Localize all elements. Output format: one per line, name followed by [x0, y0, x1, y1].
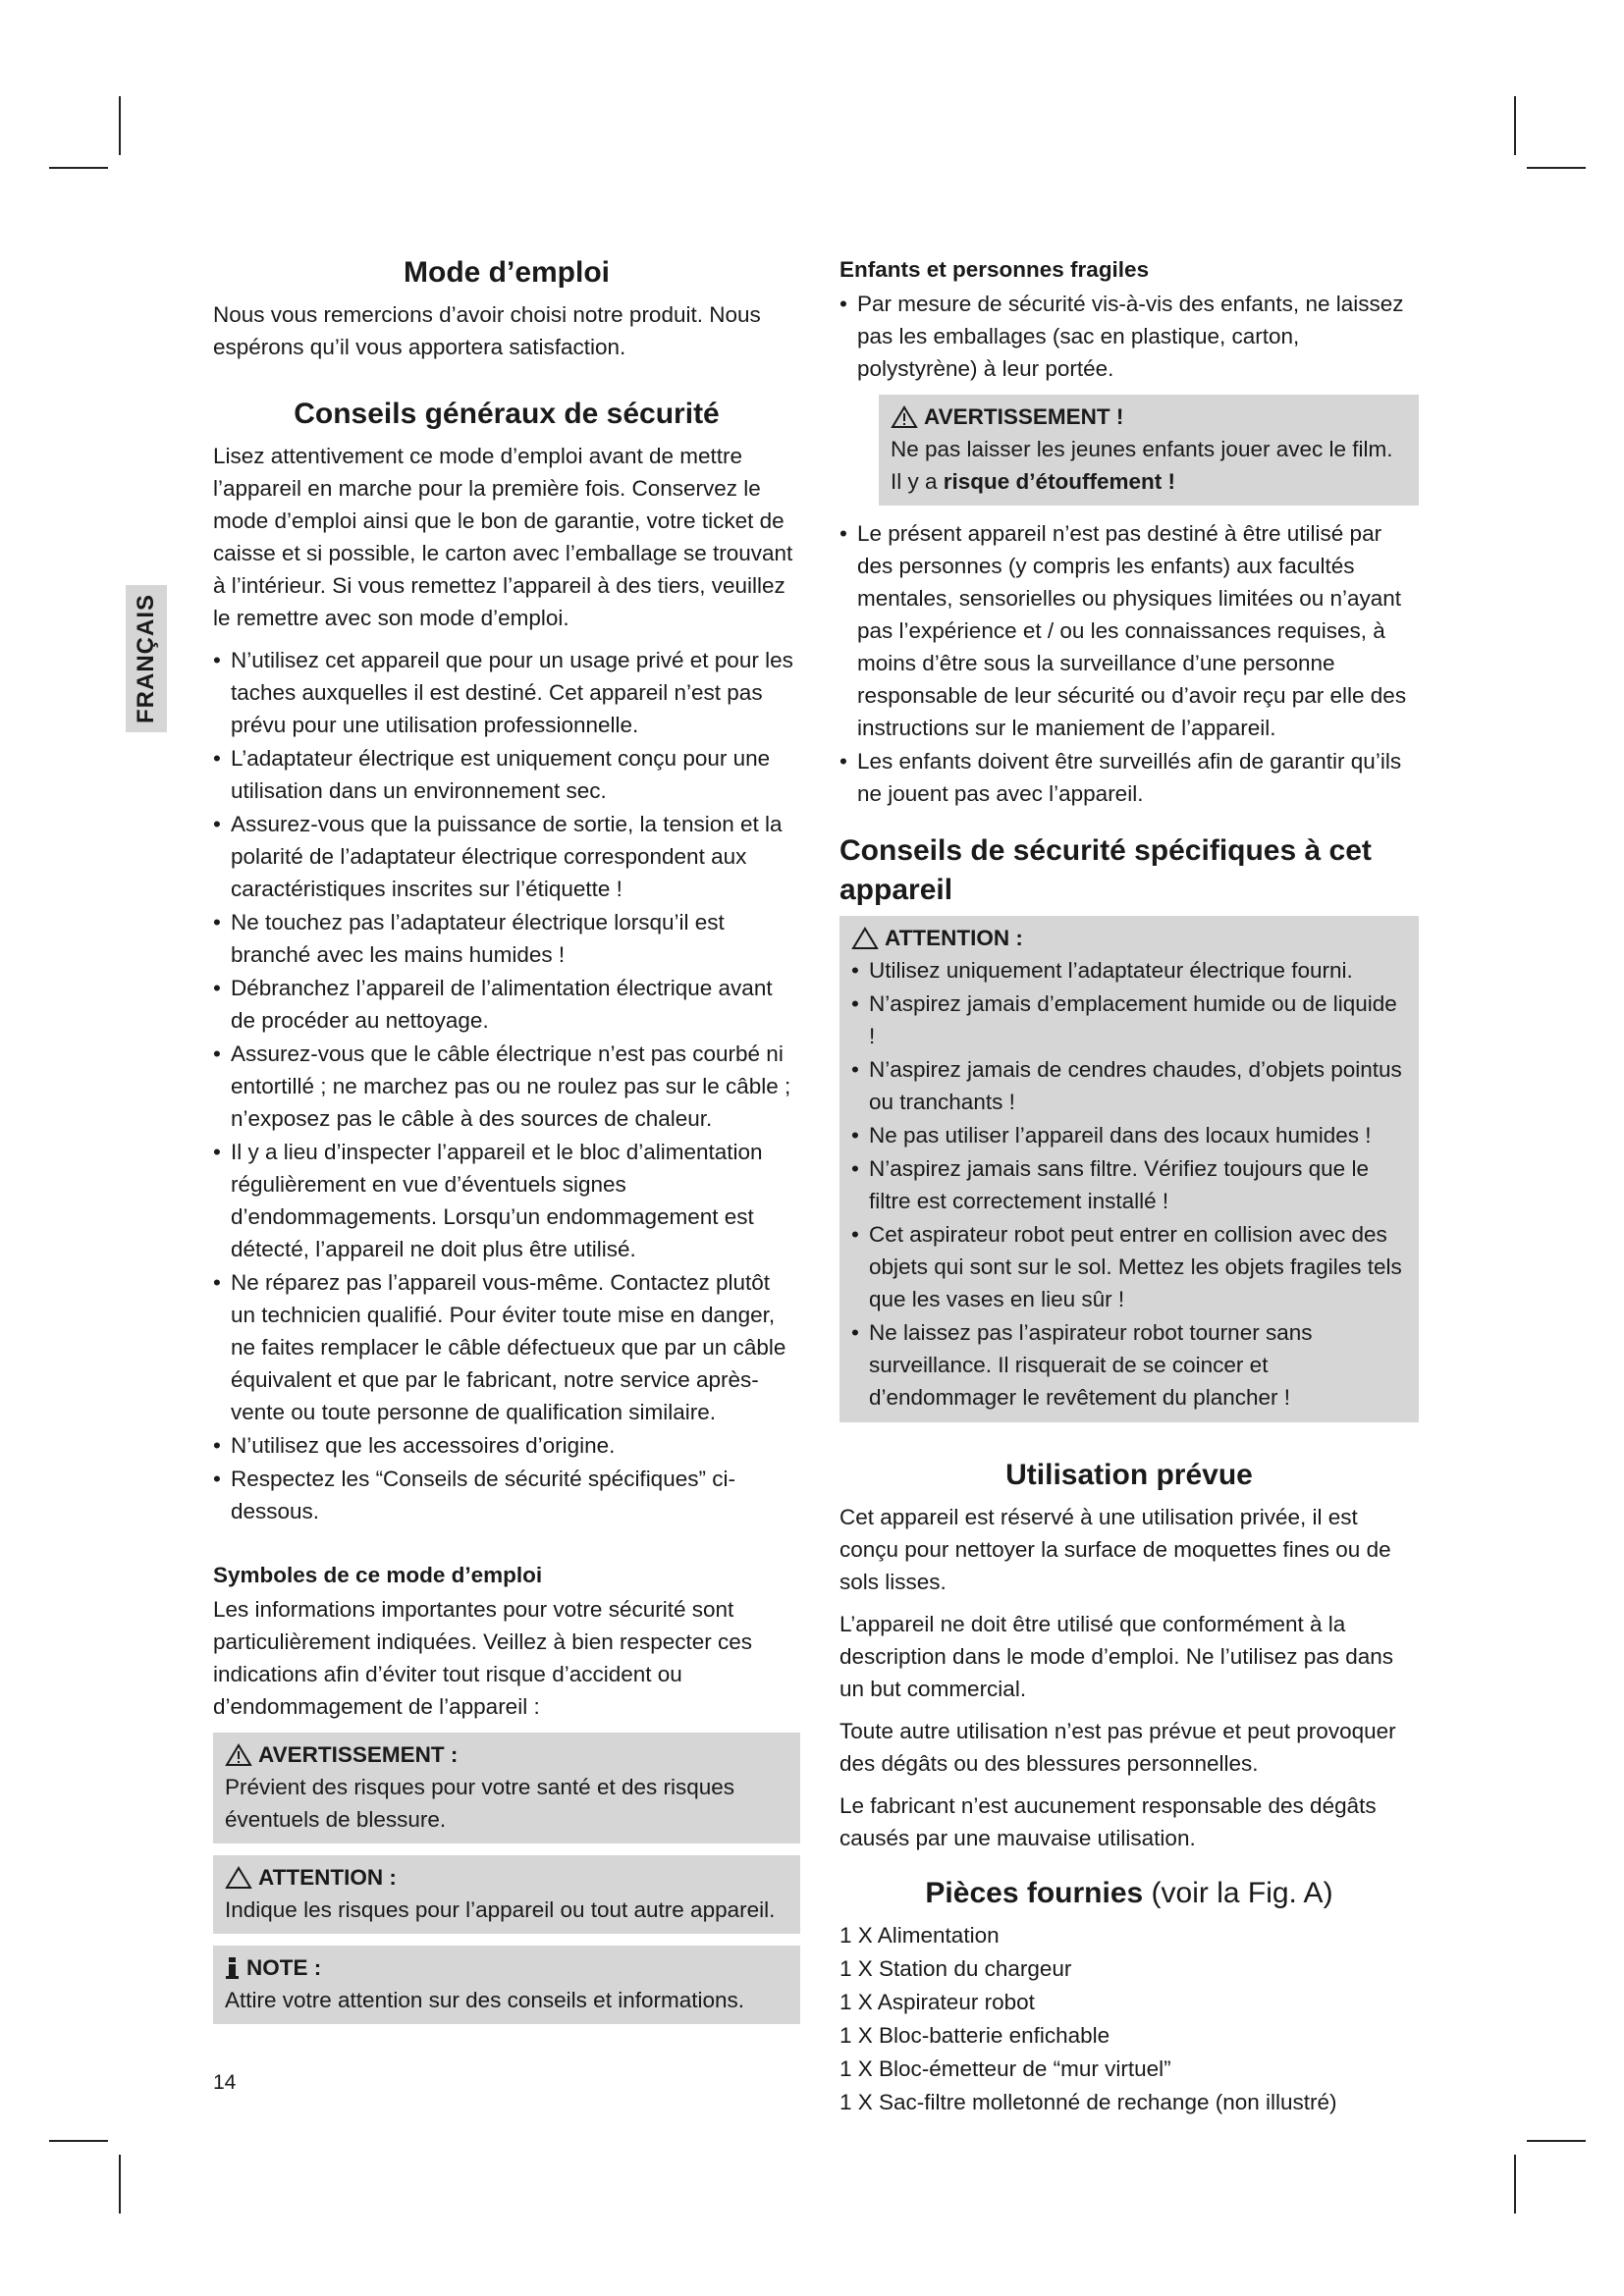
right-column [839, 253, 1419, 2128]
crop-mark [1527, 2140, 1586, 2142]
list-item: 1 X Bloc-émetteur de “mur virtuel” [839, 2056, 1171, 2081]
crop-mark [119, 96, 121, 155]
children-list-1 [839, 288, 1419, 385]
list-item: 1 X Sac-filtre molletonné de rechange (non illustré) [839, 2090, 1337, 2114]
list-item: • Par mesure de sécurité vis-à-vis des enfants, ne laissez pas les emballages (sac en plastique, carton, polystyrène) à leur portée. [839, 288, 1419, 385]
language-label: FRANÇAIS [133, 594, 159, 723]
parts-title [839, 1874, 1419, 1913]
page-number: 14 [213, 2071, 237, 2094]
attention-title: ATTENTION : [258, 1865, 397, 1890]
parts-list [839, 1919, 1419, 2118]
attention-box [213, 1855, 800, 1934]
list-item: • L’adaptateur électrique est uniquement conçu pour une utilisation dans un environnement sec. [213, 742, 800, 807]
symbols-intro: Les informations importantes pour votre sécurité sont particulièrement indiquées. Veillez à bien respecter ces indications afin d’éviter tout risque d’accident ou d’endommagement de l’appareil : [213, 1597, 753, 1719]
parts-title-main: Pièces fournies [925, 1877, 1144, 1909]
list-item: 1 X Alimentation [839, 1923, 1000, 1948]
mode-title: Mode d’emploi [404, 256, 610, 289]
list-item: 1 X Station du chargeur [839, 1956, 1072, 1981]
safety-intro: Lisez attentivement ce mode d’emploi avant de mettre l’appareil en marche pour la première fois. Conservez le mode d’emploi ainsi que le bon de garantie, votre ticket de caisse et si possible, le carton avec l’emballage se trouvant à l’intérieur. Si vous remettez l’appareil à des tiers, veuillez le remettre avec son mode d’emploi. [213, 444, 793, 630]
usage-paragraph: Le fabricant n’est aucunement responsable des dégâts causés par une mauvaise utilisation. [839, 1793, 1377, 1850]
note-title: NOTE : [246, 1955, 322, 1980]
specific-list [851, 954, 1407, 1414]
list-item: • Ne laissez pas l’aspirateur robot tourner sans surveillance. Il risquerait de se coincer et d’endommager le revêtement du plancher ! [851, 1316, 1407, 1414]
left-column [213, 253, 800, 2036]
crop-mark [49, 167, 108, 169]
children-title: Enfants et personnes fragiles [839, 257, 1150, 282]
symbols-title: Symboles de ce mode d’emploi [213, 1563, 543, 1587]
list-item: • Les enfants doivent être surveillés afin de garantir qu’ils ne jouent pas avec l’appareil. [839, 745, 1419, 810]
crop-mark [1514, 2155, 1516, 2214]
list-item: 1 X Aspirateur robot [839, 1990, 1035, 2014]
list-item: • Il y a lieu d’inspecter l’appareil et le bloc d’alimentation régulièrement en vue d’éventuels signes d’endommagements. Lorsqu’un endommagement est détecté, l’appareil ne doit plus être utilisé. [213, 1136, 800, 1265]
crop-mark [49, 2140, 108, 2142]
note-text: Attire votre attention sur des conseils et informations. [225, 1988, 745, 2012]
list-item: 1 X Bloc-batterie enfichable [839, 2023, 1110, 2048]
note-box [213, 1946, 800, 2024]
list-item: • Ne réparez pas l’appareil vous-même. Contactez plutôt un technicien qualifié. Pour éviter toute mise en danger, ne faites remplacer le câble défectueux que par un câble équivalent et que par le fabricant, notre service après-vente ou toute personne de qualification similaire. [213, 1266, 800, 1428]
list-item: • Ne pas utiliser l’appareil dans des locaux humides ! [851, 1119, 1407, 1151]
list-item: • Assurez-vous que le câble électrique n’est pas courbé ni entortillé ; ne marchez pas ou ne roulez pas sur le câble ; n’exposez pas le câble à des sources de chaleur. [213, 1038, 800, 1135]
children-warning-bold: risque d’étouffement ! [943, 469, 1176, 494]
usage-paragraph: Toute autre utilisation n’est pas prévue et peut provoquer des dégâts ou des blessures personnelles. [839, 1719, 1396, 1776]
crop-mark [1527, 167, 1586, 169]
list-item: • Respectez les “Conseils de sécurité spécifiques” ci-dessous. [213, 1463, 800, 1527]
info-icon [225, 1956, 241, 1980]
list-item: • Débranchez l’appareil de l’alimentation électrique avant de procéder au nettoyage. [213, 972, 800, 1037]
safety-title: Conseils généraux de sécurité [294, 398, 720, 430]
warning-box [213, 1733, 800, 1843]
warning-icon [225, 1743, 252, 1767]
safety-list [213, 644, 800, 1527]
list-item: • Le présent appareil n’est pas destiné à être utilisé par des personnes (y compris les enfants) aux facultés mentales, sensorielles ou physiques limitées ou n’ayant pas l’expérience et / ou les connaissances requises, à moins d’être sous la surveillance d’une personne responsable de leur sécurité ou d’avoir reçu par elle des instructions sur le maniement de l’appareil. [839, 517, 1419, 744]
list-item: • N’utilisez cet appareil que pour un usage privé et pour les taches auxquelles il est destiné. Cet appareil n’est pas prévu pour une utilisation professionnelle. [213, 644, 800, 741]
parts-title-suffix: (voir la Fig. A) [1143, 1877, 1333, 1909]
usage-paragraph: L’appareil ne doit être utilisé que conformément à la description dans le mode d’emploi. Ne l’utilisez pas dans un but commercial. [839, 1612, 1394, 1701]
list-item: • Ne touchez pas l’adaptateur électrique lorsqu’il est branché avec les mains humides ! [213, 906, 800, 971]
attention-icon [851, 927, 879, 950]
usage-paragraph: Cet appareil est réservé à une utilisation privée, il est conçu pour nettoyer la surface de moquettes fines ou de sols lisses. [839, 1505, 1391, 1594]
specific-attention-title: ATTENTION : [885, 926, 1023, 950]
usage-title: Utilisation prévue [1005, 1459, 1253, 1491]
list-item: • Utilisez uniquement l’adaptateur électrique fourni. [851, 954, 1407, 987]
children-list-2 [839, 517, 1419, 810]
list-item: • N’aspirez jamais de cendres chaudes, d’objets pointus ou tranchants ! [851, 1053, 1407, 1118]
list-item: • Assurez-vous que la puissance de sortie, la tension et la polarité de l’adaptateur électrique correspondent aux caractéristiques inscrites sur l’étiquette ! [213, 808, 800, 905]
mode-intro: Nous vous remercions d’avoir choisi notre produit. Nous espérons qu’il vous apportera satisfaction. [213, 302, 761, 359]
warning-icon [891, 405, 918, 429]
warning-text: Prévient des risques pour votre santé et des risques éventuels de blessure. [225, 1775, 735, 1832]
children-warning-title: AVERTISSEMENT ! [924, 404, 1124, 429]
language-tab [126, 585, 167, 732]
crop-mark [119, 2155, 121, 2214]
list-item: • N’aspirez jamais sans filtre. Vérifiez toujours que le filtre est correctement installé ! [851, 1152, 1407, 1217]
attention-icon [225, 1866, 252, 1890]
list-item: • N’utilisez que les accessoires d’origine. [213, 1429, 800, 1462]
children-warning-text: Ne pas laisser les jeunes enfants jouer avec le film. Il y a [891, 437, 1393, 494]
children-warning-body [891, 433, 1407, 498]
crop-mark [1514, 96, 1516, 155]
warning-title: AVERTISSEMENT : [258, 1742, 459, 1767]
specific-attention-box [839, 916, 1419, 1422]
specific-title: Conseils de sécurité spécifiques à cet appareil [839, 834, 1372, 906]
attention-text: Indique les risques pour l’appareil ou tout autre appareil. [225, 1897, 776, 1922]
children-warning-box [879, 395, 1419, 506]
list-item: • N’aspirez jamais d’emplacement humide ou de liquide ! [851, 988, 1407, 1052]
list-item: • Cet aspirateur robot peut entrer en collision avec des objets qui sont sur le sol. Mettez les objets fragiles tels que les vases en lieu sûr ! [851, 1218, 1407, 1315]
